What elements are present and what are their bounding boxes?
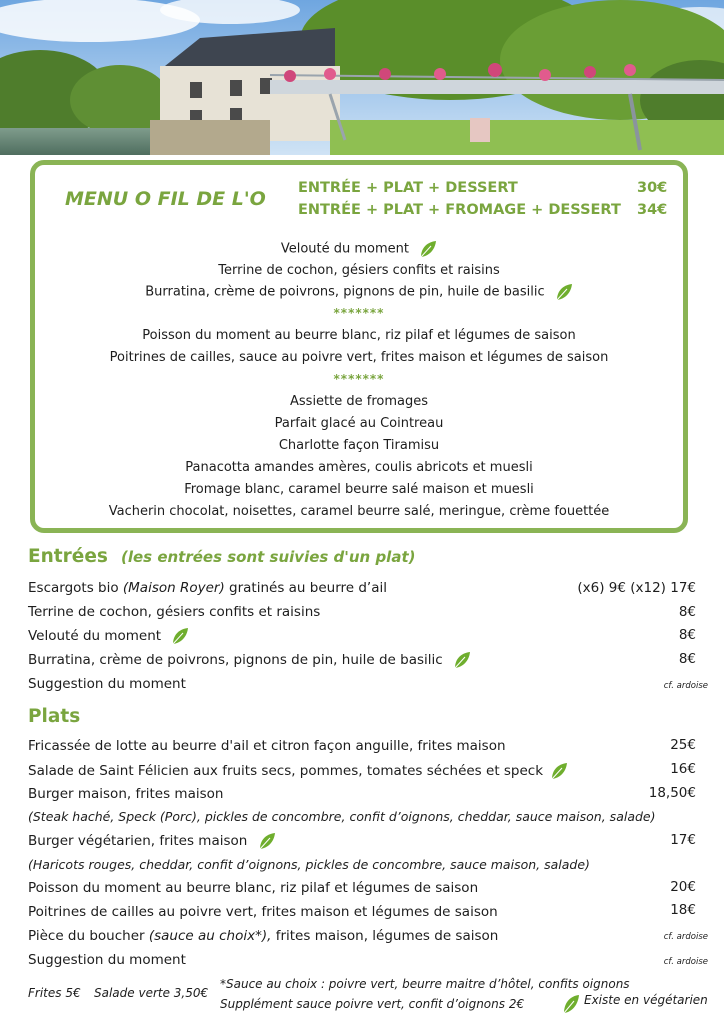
leaf-icon <box>171 627 189 645</box>
plat-boucher-price: cf. ardoise <box>663 932 708 942</box>
item-name: Salade de Saint Félicien aux fruits secs, pommes, tomates séchées et speck <box>28 763 544 779</box>
entree-veloute <box>28 627 189 645</box>
plat-burger-vege <box>28 832 276 850</box>
entree-suggestion-price: cf. ardoise <box>663 681 708 691</box>
plat-poisson-price: 20€ <box>670 879 696 895</box>
item-sauce-note: (sauce au choix*), <box>148 928 272 944</box>
entrees-title: Entrées <box>28 546 108 567</box>
entree-burratina <box>28 651 471 669</box>
leaf-icon <box>550 762 568 780</box>
formula-option-2-price: 34€ <box>637 202 668 218</box>
formula-entree-1 <box>30 240 688 258</box>
entree-escargots <box>28 580 387 596</box>
plat-burger-vege-description: (Haricots rouges, cheddar, confit d’oignons, pickles de concombre, sauce maison, salade) <box>28 857 590 872</box>
sauce-note: *Sauce au choix : poivre vert, beurre maitre d’hôtel, confits oignons <box>220 977 630 991</box>
item-name-rest: frites maison, légumes de saison <box>271 928 499 944</box>
leaf-icon <box>258 832 276 850</box>
formula-dessert-1: Assiette de fromages <box>290 394 428 409</box>
entree-veloute-price: 8€ <box>678 627 696 643</box>
separator-1: ******* <box>333 306 385 320</box>
plat-cailles-price: 18€ <box>670 902 696 918</box>
formula-dessert-4: Panacotta amandes amères, coulis abricots et muesli <box>185 460 533 475</box>
menu-title: MENU O FIL DE L'O <box>65 188 266 210</box>
formula-dessert-3: Charlotte façon Tiramisu <box>278 438 440 453</box>
plats-title: Plats <box>28 706 81 727</box>
formula-option-1-label: ENTRÉE + PLAT + DESSERT <box>298 180 518 196</box>
plat-boucher <box>28 928 498 944</box>
formula-option-2-label: ENTRÉE + PLAT + FROMAGE + DESSERT <box>298 202 621 218</box>
plat-poisson: Poisson du moment au beurre blanc, riz pilaf et légumes de saison <box>28 880 479 896</box>
formula-plat-1: Poisson du moment au beurre blanc, riz pilaf et légumes de saison <box>142 328 576 343</box>
plat-suggestion-price: cf. ardoise <box>663 957 708 967</box>
plat-burger-vege-price: 17€ <box>670 832 696 848</box>
plat-burger-price: 18,50€ <box>648 785 696 801</box>
formula-plat-2: Poitrines de cailles, sauce au poivre vert, frites maison et légumes de saison <box>109 350 609 365</box>
item-name: Burger végétarien, frites maison <box>28 833 248 849</box>
formula-entree-name: Burratina, crème de poivrons, pignons de pin, huile de basilic <box>145 284 545 300</box>
side-frites: Frites 5€ <box>28 986 81 1000</box>
item-name: Escargots bio <box>28 580 123 596</box>
leaf-icon <box>562 994 580 1014</box>
plat-lotte: Fricassée de lotte au beurre d'ail et citron façon anguille, frites maison <box>28 738 506 754</box>
side-salade: Salade verte 3,50€ <box>94 986 209 1000</box>
item-name: Pièce du boucher <box>28 928 149 944</box>
formula-entree-3 <box>30 283 688 301</box>
plat-salade-price: 16€ <box>670 761 696 777</box>
legend-vegetarian: Existe en végétarien <box>584 993 708 1007</box>
formula-dessert-5: Fromage blanc, caramel beurre salé maison et muesli <box>184 482 534 497</box>
plat-lotte-price: 25€ <box>670 737 696 753</box>
entree-burratina-price: 8€ <box>678 651 696 667</box>
formula-dessert-6: Vacherin chocolat, noisettes, caramel beurre salé, meringue, crème fouettée <box>108 504 610 519</box>
entree-terrine-price: 8€ <box>678 604 696 620</box>
formula-entree-2: Terrine de cochon, gésiers confits et raisins <box>218 263 500 278</box>
entree-escargots-price: (x6) 9€ (x12) 17€ <box>577 580 696 596</box>
item-name: Burratina, crème de poivrons, pignons de pin, huile de basilic <box>28 652 443 668</box>
formula-dessert-2: Parfait glacé au Cointreau <box>274 416 444 431</box>
plat-burger-description: (Steak haché, Speck (Porc), pickles de concombre, confit d’oignons, cheddar, sauce maison, salade) <box>28 809 656 824</box>
leaf-icon <box>453 651 471 669</box>
entrees-subtitle: (les entrées sont suivies d'un plat) <box>121 548 416 566</box>
plat-cailles: Poitrines de cailles au poivre vert, frites maison et légumes de saison <box>28 904 498 920</box>
leaf-icon <box>419 240 437 258</box>
item-name: Velouté du moment <box>28 628 162 644</box>
separator-2: ******* <box>333 372 385 386</box>
plat-salade <box>28 762 568 780</box>
plat-suggestion: Suggestion du moment <box>28 952 186 968</box>
leaf-icon <box>555 283 573 301</box>
entree-terrine: Terrine de cochon, gésiers confits et raisins <box>28 604 321 620</box>
formula-option-1-price: 30€ <box>637 180 668 196</box>
formula-entree-name: Velouté du moment <box>280 241 409 257</box>
header-photo <box>0 0 724 155</box>
entree-suggestion: Suggestion du moment <box>28 676 186 692</box>
supplement-note: Supplément sauce poivre vert, confit d’oignons 2€ <box>220 997 525 1011</box>
item-name-rest: gratinés au beurre d’ail <box>224 580 387 596</box>
plat-burger: Burger maison, frites maison <box>28 786 224 802</box>
legend-leaf-icon <box>562 994 580 1018</box>
item-supplier: (Maison Royer) <box>122 580 225 596</box>
